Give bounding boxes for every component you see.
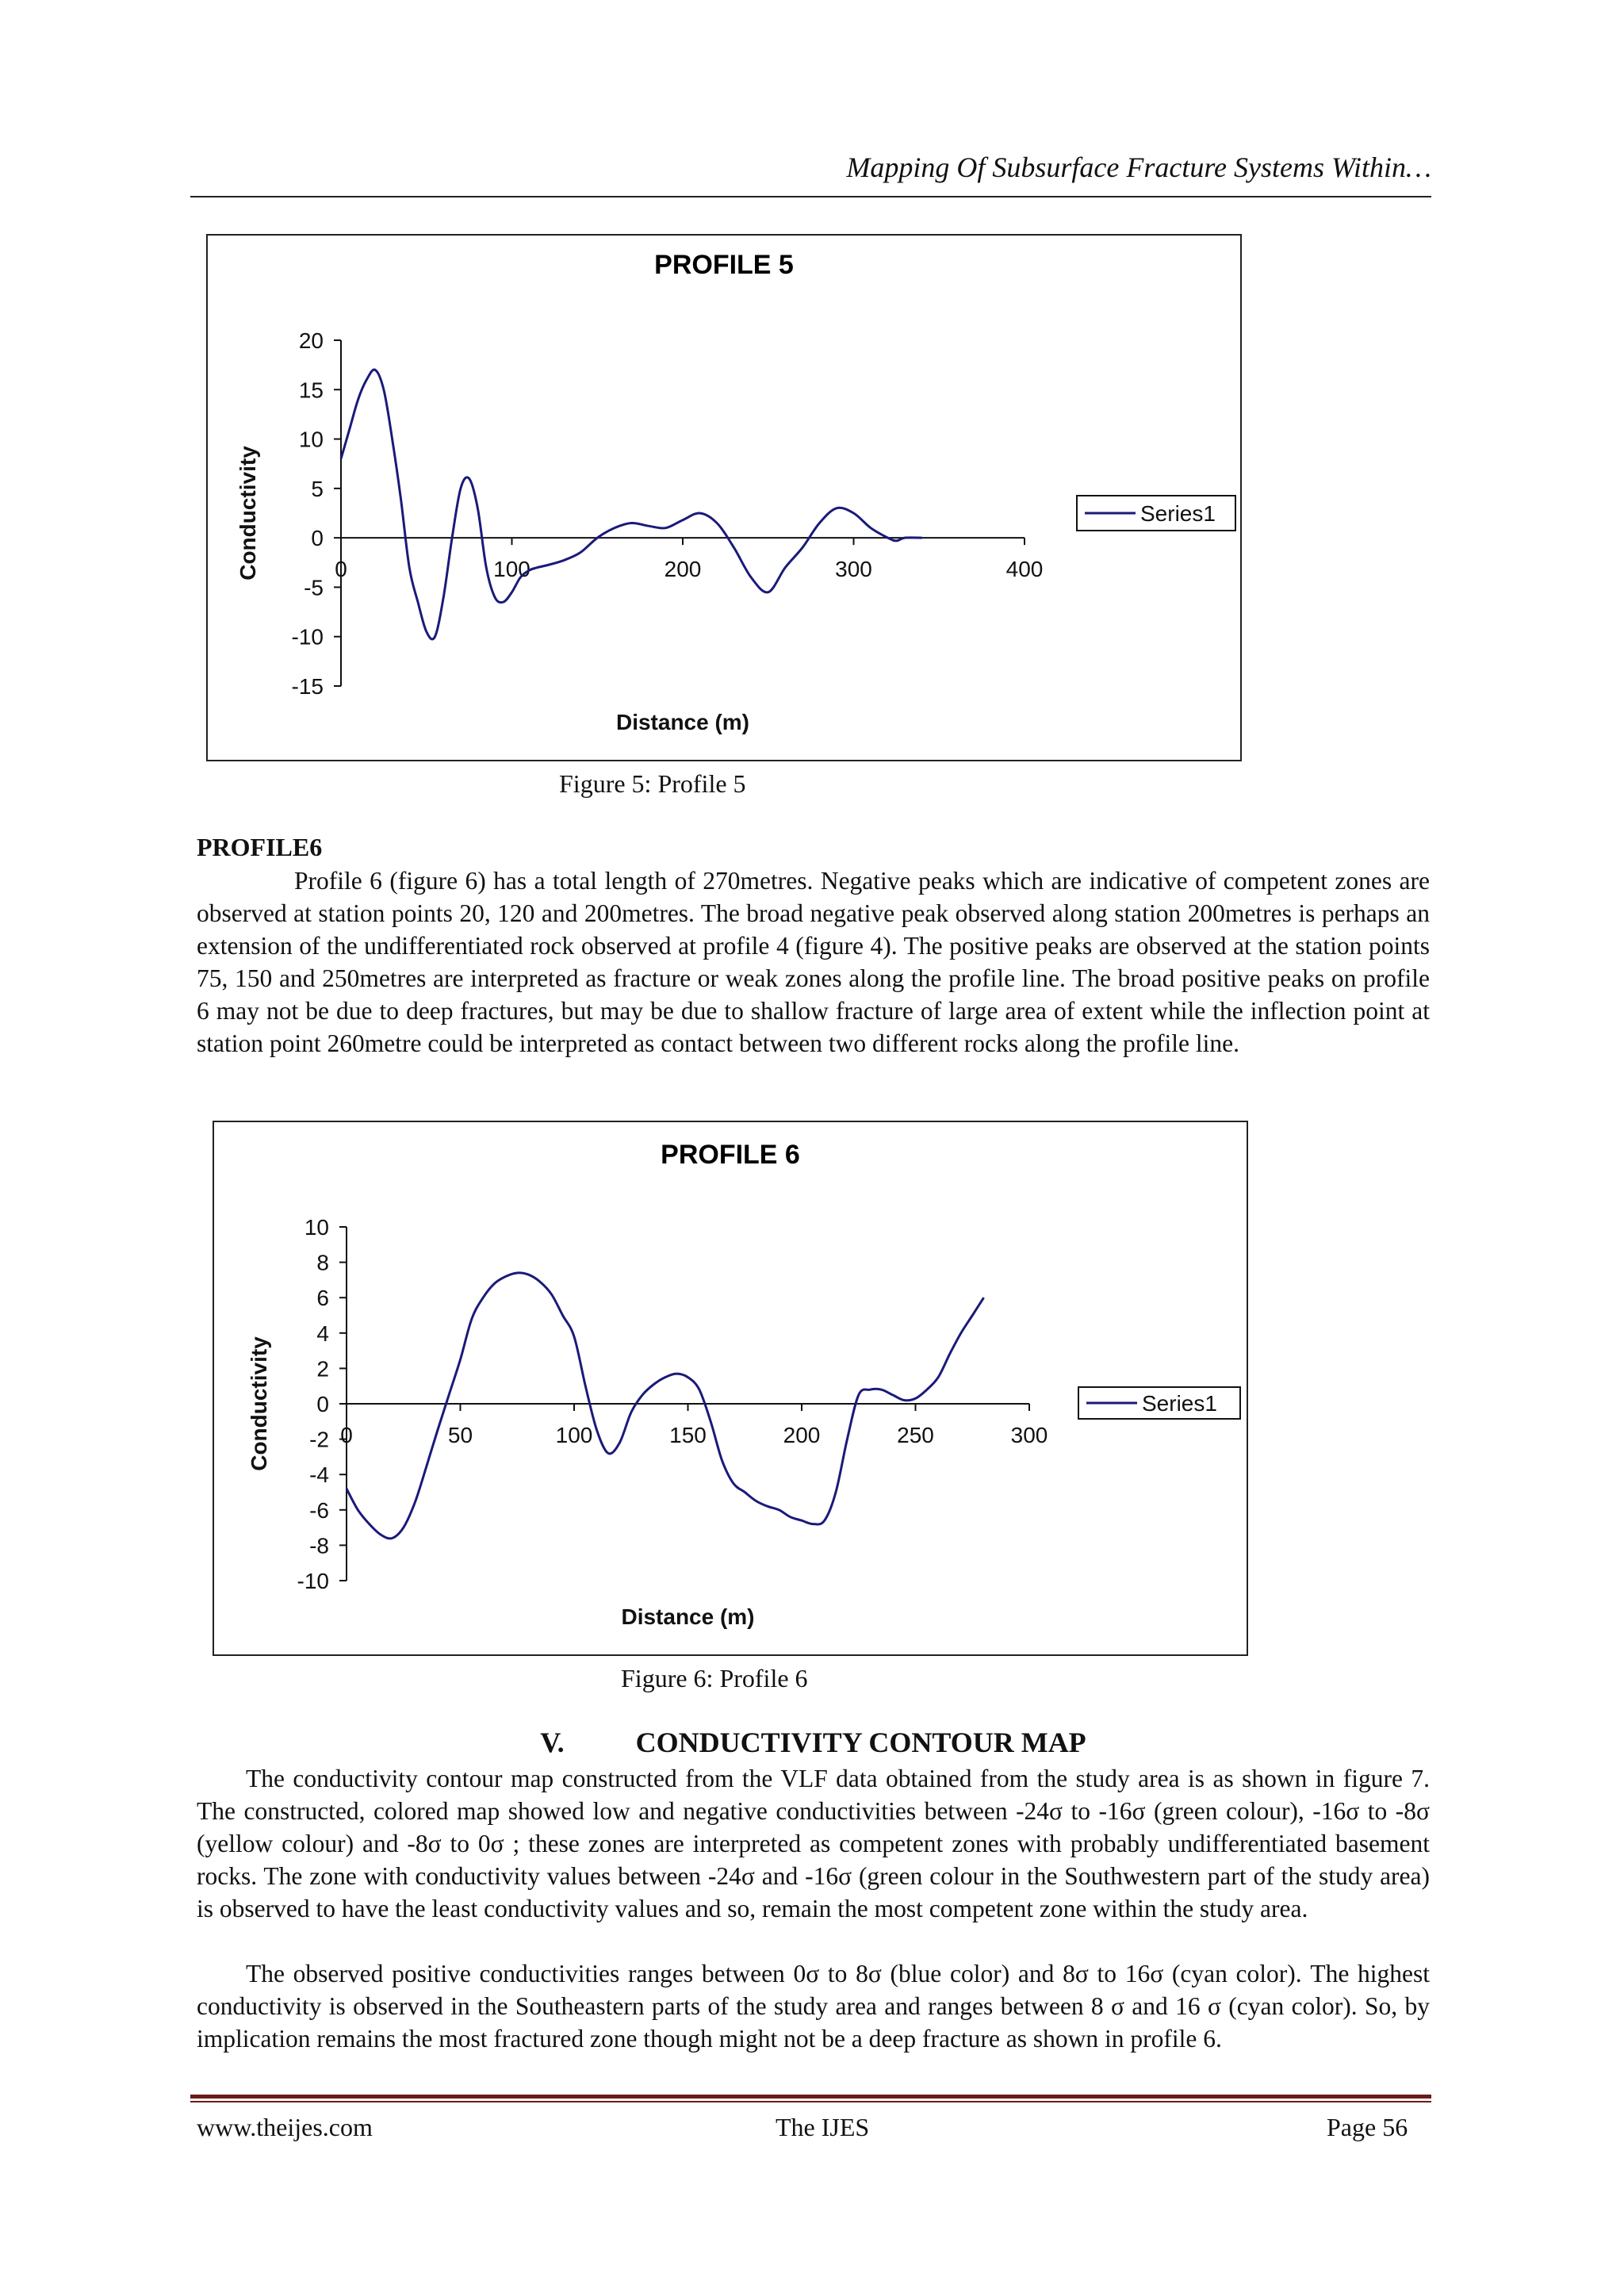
chart-profile-5	[206, 234, 1242, 761]
y-tick-label: -5	[304, 575, 324, 600]
series-line-series1	[347, 1273, 984, 1539]
x-tick-label: 250	[897, 1423, 934, 1447]
legend-label: Series1	[1142, 1391, 1217, 1416]
header-rule	[190, 196, 1431, 197]
y-tick-label: -8	[309, 1533, 329, 1558]
y-tick-label: -6	[309, 1497, 329, 1523]
section-v-paragraph-1	[197, 1762, 1430, 1925]
y-tick-label: 8	[316, 1250, 329, 1275]
x-tick-label: 200	[664, 557, 702, 582]
section-v-paragraph-2	[197, 1957, 1430, 2055]
y-tick-label: 6	[316, 1286, 329, 1311]
profile6-paragraph	[197, 864, 1430, 1060]
section-v-text-2: The observed positive conductivities ranges between 0σ to 8σ (blue color) and 8σ to 16σ (cyan color). The highest conductivity is observed in the Southeastern parts of the study area and ranges between 8 σ and 16 σ (cyan color). So, by implication remains the most fractured zone though might not be a deep fracture as shown in profile 6.	[197, 1960, 1430, 2053]
x-tick-label: 300	[1010, 1423, 1048, 1447]
chart-profile-6	[213, 1121, 1248, 1656]
chart-title: PROFILE 5	[654, 250, 794, 280]
footer-rule-thick	[190, 2095, 1431, 2099]
profile6-text: Profile 6 (figure 6) has a total length of 270metres. Negative peaks which are indicative of competent zones are observed at station points 20, 120 and 200metres. The broad negative peak observed along station 200metres is perhaps an extension of the undifferentiated rock observed at profile 4 (figure 4). The positive peaks are observed at the station points 75, 150 and 250metres are interpreted as fracture or weak zones along the profile line. The broad positive peaks on profile 6 may not be due to deep fractures, but may be due to shallow fracture of large area of extent while the inflection point at station point 260metre could be interpreted as contact between two different rocks along the profile line.	[197, 867, 1430, 1057]
chart-profile-6-svg	[214, 1122, 1247, 1654]
y-axis-title: Conductivity	[236, 446, 260, 581]
section-v-title	[197, 1726, 1430, 1759]
y-tick-label: 5	[311, 476, 324, 501]
x-tick-label: 50	[447, 1423, 473, 1447]
y-tick-label: -2	[309, 1427, 329, 1452]
legend-label: Series1	[1140, 501, 1216, 526]
y-tick-label: 4	[316, 1320, 329, 1346]
section-v-heading: CONDUCTIVITY CONTOUR MAP	[635, 1727, 1086, 1758]
y-tick-label: 15	[298, 378, 324, 403]
chart-profile-5-svg	[208, 236, 1240, 760]
footer-page: Page 56	[1327, 2113, 1408, 2141]
x-tick-label: 200	[783, 1423, 821, 1447]
y-tick-label: 0	[316, 1392, 329, 1416]
footer-rule-thin	[190, 2101, 1431, 2102]
x-axis-title: Distance (m)	[615, 710, 750, 734]
figure-5-caption: Figure 5: Profile 5	[559, 769, 746, 798]
footer-journal: The IJES	[776, 2113, 870, 2141]
x-tick-label: 150	[669, 1423, 707, 1447]
series-line-series1	[341, 370, 922, 639]
y-tick-label: -4	[309, 1462, 329, 1488]
section-v-number: V.	[540, 1727, 565, 1758]
y-tick-label: -10	[297, 1569, 329, 1593]
y-tick-label: 0	[311, 526, 324, 551]
x-tick-label: 100	[493, 557, 530, 582]
running-header: Mapping Of Subsurface Fracture Systems Within…	[846, 151, 1431, 183]
x-tick-label: 0	[340, 1423, 353, 1447]
section-v-text-1: The conductivity contour map constructed from the VLF data obtained from the study area is as shown in figure 7. The constructed, colored map showed low and negative conductivities between -24σ to -16σ (green colour), -16σ to -8σ (yellow colour) and -8σ to 0σ ; these zones are interpreted as competent zones with probably undifferentiated basement rocks. The zone with conductivity values between -24σ and -16σ (green colour in the Southwestern part of the study area) is observed to have the least conductivity values and so, remain the most competent zone within the study area.	[197, 1765, 1430, 1922]
x-tick-label: 300	[835, 557, 872, 582]
profile6-heading: PROFILE6	[197, 833, 323, 861]
chart-title: PROFILE 6	[661, 1140, 800, 1170]
x-axis-title: Distance (m)	[621, 1604, 755, 1629]
y-tick-label: 2	[316, 1356, 329, 1382]
x-tick-label: 400	[1005, 557, 1044, 582]
y-tick-label: 10	[298, 427, 324, 452]
footer-website: www.theijes.com	[197, 2113, 373, 2141]
y-axis-title: Conductivity	[247, 1336, 271, 1471]
x-tick-label: 100	[555, 1423, 593, 1447]
x-tick-label: 0	[335, 557, 347, 582]
y-tick-label: 20	[298, 328, 324, 353]
y-tick-label: -10	[291, 624, 324, 650]
y-tick-label: 10	[304, 1215, 329, 1240]
y-tick-label: -15	[291, 674, 324, 699]
figure-6-caption: Figure 6: Profile 6	[621, 1664, 808, 1692]
